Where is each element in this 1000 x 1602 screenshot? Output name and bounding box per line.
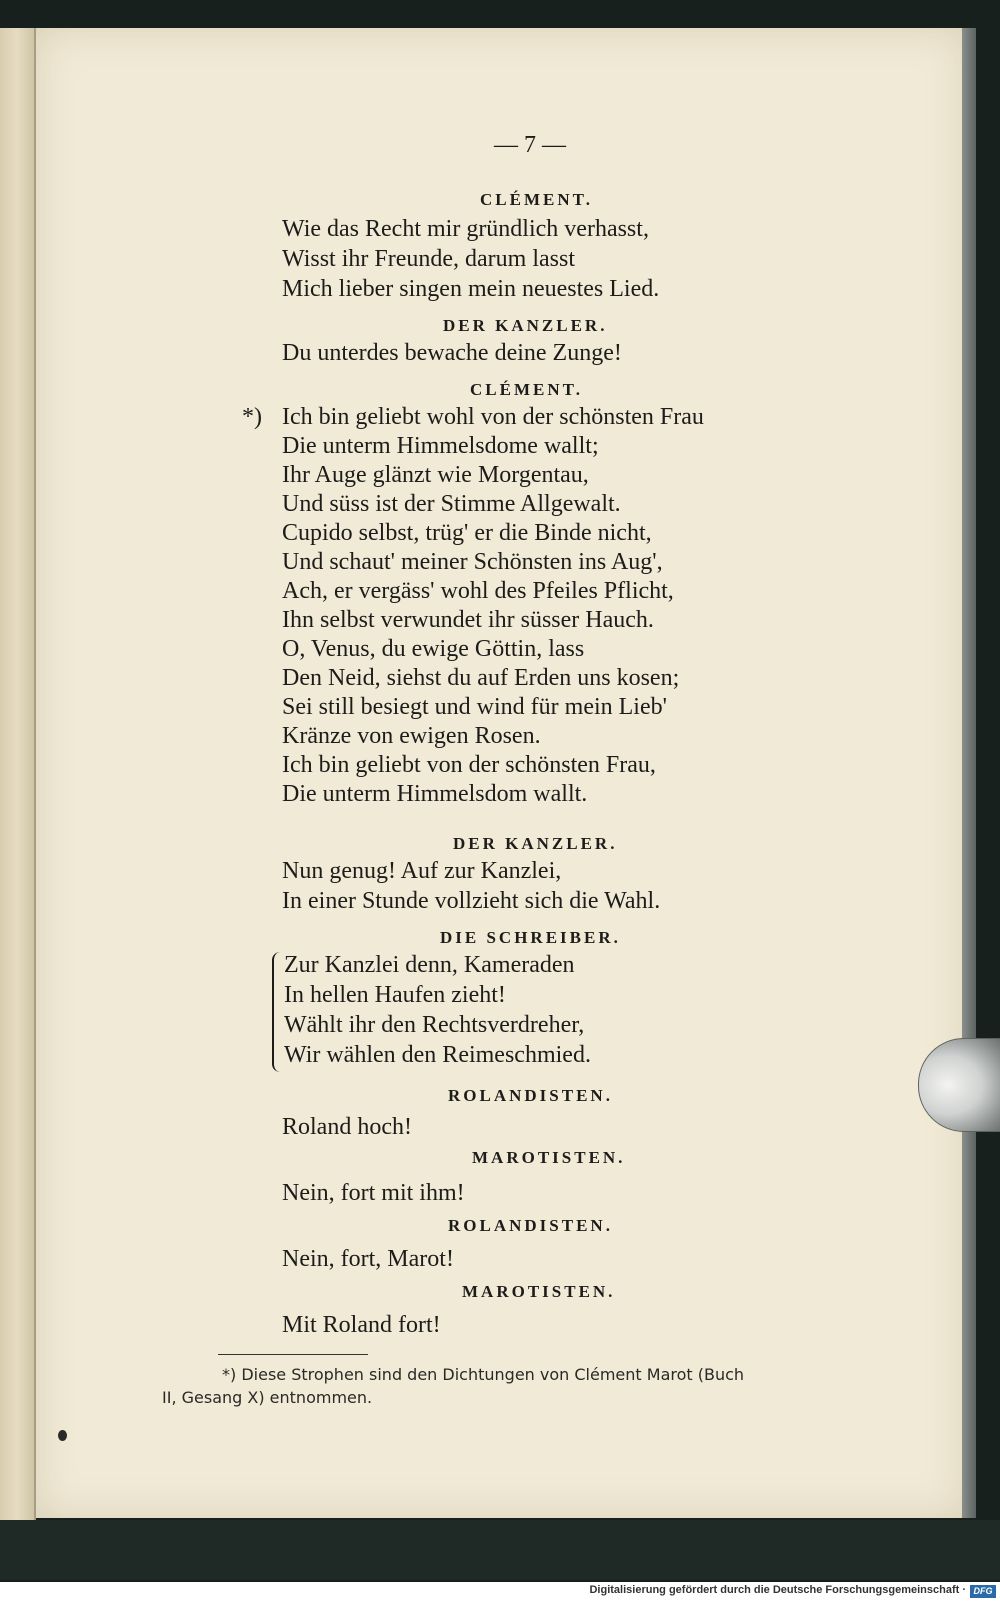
verse-line: Die unterm Himmelsdome wallt;: [282, 433, 599, 459]
previous-page-edge: [0, 28, 36, 1523]
verse-line: Zur Kanzlei denn, Kameraden: [284, 952, 575, 978]
speaker-label: DIE SCHREIBER.: [440, 928, 621, 947]
speaker-label: MAROTISTEN.: [472, 1148, 626, 1167]
verse-line: Ach, er vergäss' wohl des Pfeiles Pflicht,: [282, 578, 674, 604]
speaker-label: CLÉMENT.: [480, 190, 593, 209]
book-clip-icon: [918, 1038, 1000, 1132]
verse-line: Kränze von ewigen Rosen.: [282, 723, 541, 749]
ink-spot: [58, 1430, 67, 1441]
verse-line: Mit Roland fort!: [282, 1312, 441, 1338]
footnote-rule: [218, 1354, 368, 1355]
footnote-marker: *): [242, 404, 262, 430]
speaker-label: ROLANDISTEN.: [448, 1086, 613, 1105]
verse-line: In hellen Haufen zieht!: [284, 982, 506, 1008]
verse-line: Du unterdes bewache deine Zunge!: [282, 340, 622, 366]
verse-line: In einer Stunde vollzieht sich die Wahl.: [282, 888, 661, 914]
dfg-logo-icon: DFG: [970, 1585, 996, 1598]
speaker-label: CLÉMENT.: [470, 380, 583, 399]
verse-line: Mich lieber singen mein neuestes Lied.: [282, 276, 660, 302]
verse-line: Ich bin geliebt von der schönsten Frau,: [282, 752, 656, 778]
verse-line: Die unterm Himmelsdom wallt.: [282, 781, 588, 807]
verse-line: Ich bin geliebt wohl von der schönsten Frau: [282, 404, 704, 430]
verse-line: Und schaut' meiner Schönsten ins Aug',: [282, 549, 663, 575]
credit-bar: [0, 1582, 1000, 1602]
verse-line: Wir wählen den Reimeschmied.: [284, 1042, 591, 1068]
verse-line: Wie das Recht mir gründlich verhasst,: [282, 216, 649, 242]
verse-brace: [272, 952, 282, 1072]
footnote-line: II, Gesang X) entnommen.: [162, 1388, 373, 1407]
verse-line: Ihn selbst verwundet ihr süsser Hauch.: [282, 607, 654, 633]
speaker-label: DER KANZLER.: [443, 316, 608, 335]
verse-line: Nein, fort mit ihm!: [282, 1180, 465, 1206]
footnote-line: *) Diese Strophen sind den Dichtungen von Clément Marot (Buch: [222, 1365, 745, 1384]
verse-line: O, Venus, du ewige Göttin, lass: [282, 636, 585, 662]
verse-line: Und süss ist der Stimme Allgewalt.: [282, 491, 621, 517]
verse-line: Nun genug! Auf zur Kanzlei,: [282, 858, 562, 884]
speaker-label: DER KANZLER.: [453, 834, 618, 853]
page-number: — 7 —: [494, 132, 566, 158]
verse-line: Nein, fort, Marot!: [282, 1246, 454, 1272]
verse-line: Cupido selbst, trüg' er die Binde nicht,: [282, 520, 652, 546]
verse-line: Wisst ihr Freunde, darum lasst: [282, 246, 575, 272]
verse-line: Wählt ihr den Rechtsverdreher,: [284, 1012, 585, 1038]
speaker-label: MAROTISTEN.: [462, 1282, 616, 1301]
verse-line: Sei still besiegt und wind für mein Lieb': [282, 694, 667, 720]
verse-line: Ihr Auge glänzt wie Morgentau,: [282, 462, 589, 488]
verse-line: Roland hoch!: [282, 1114, 412, 1140]
verse-line: Den Neid, siehst du auf Erden uns kosen;: [282, 665, 680, 691]
scan-background: [0, 1520, 1000, 1580]
page-edge-shadow: [962, 28, 976, 1518]
credit-text: Digitalisierung gefördert durch die Deutsche Forschungsgemeinschaft ·: [589, 1584, 966, 1596]
speaker-label: ROLANDISTEN.: [448, 1216, 613, 1235]
